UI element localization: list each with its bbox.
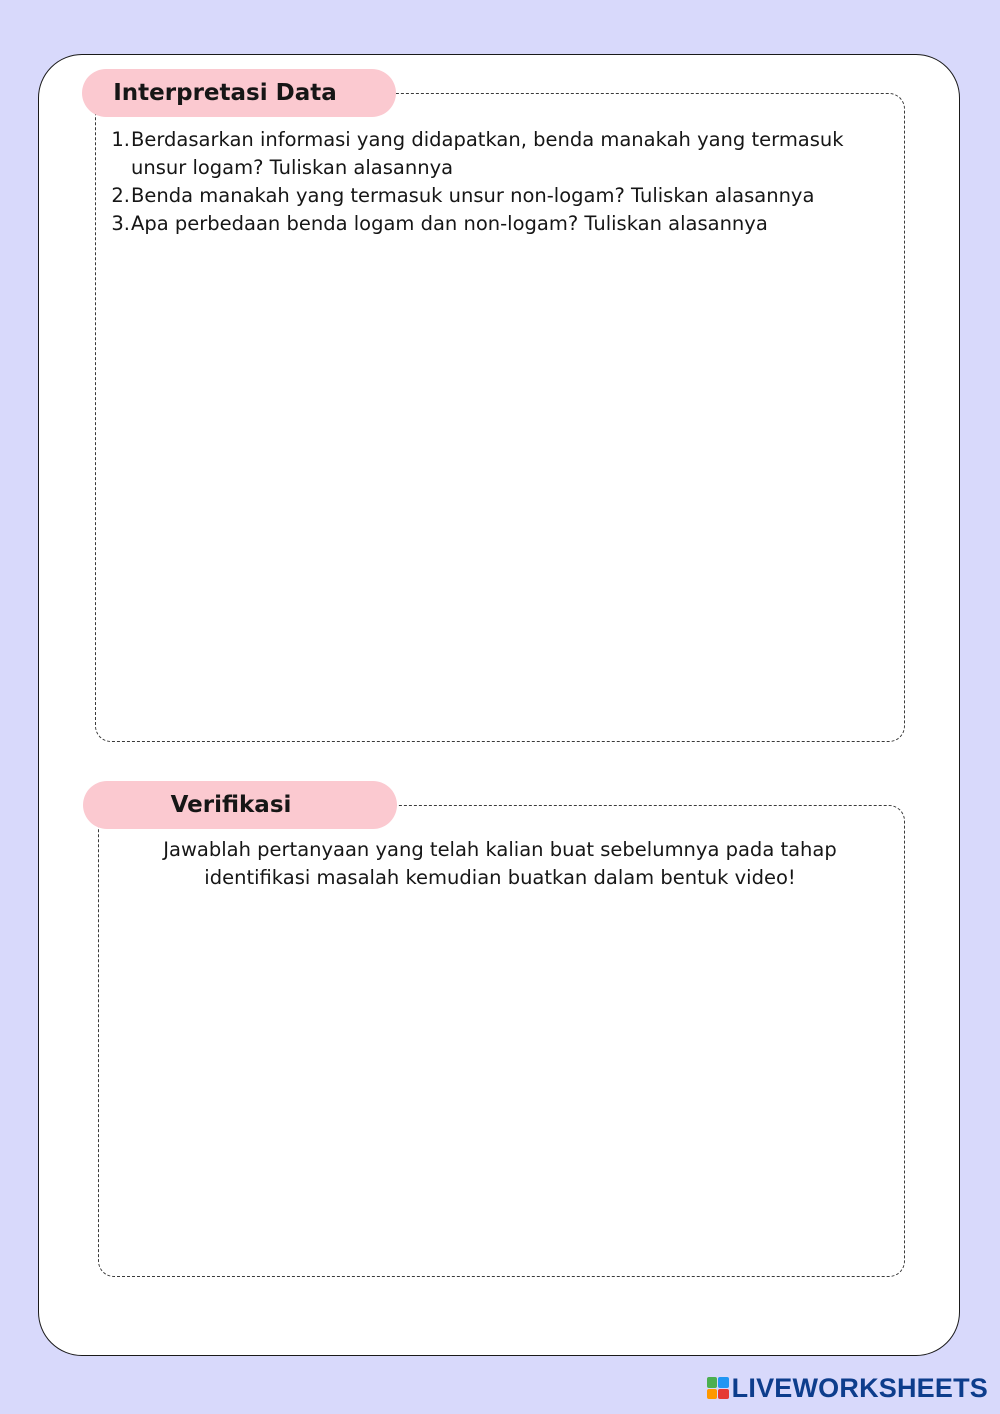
brand-name: LIVEWORKSHEETS	[731, 1372, 988, 1403]
question-item	[108, 210, 888, 238]
question-item	[108, 182, 888, 210]
question-text: Apa perbedaan benda logam dan non-logam? Tuliskan alasannya	[131, 212, 768, 235]
instruction-line: identifikasi masalah kemudian buatkan dalam bentuk video!	[204, 866, 796, 889]
verifikasi-title: Verifikasi	[83, 781, 397, 829]
logo-square	[718, 1389, 729, 1400]
liveworksheets-branding	[707, 1372, 988, 1404]
interpretasi-title: Interpretasi Data	[82, 69, 396, 117]
question-number: 2.	[111, 184, 130, 207]
question-list	[108, 126, 888, 238]
liveworksheets-logo-icon	[707, 1377, 729, 1399]
question-text: Benda manakah yang termasuk unsur non-logam? Tuliskan alasannya	[131, 184, 815, 207]
logo-square	[707, 1389, 718, 1400]
question-number: 3.	[111, 212, 130, 235]
verifikasi-instruction	[120, 836, 880, 892]
logo-square	[707, 1377, 718, 1388]
question-item	[108, 126, 888, 182]
logo-square	[718, 1377, 729, 1388]
instruction-line: Jawablah pertanyaan yang telah kalian buat sebelumnya pada tahap	[163, 838, 837, 861]
question-number: 1.	[111, 128, 130, 151]
question-text: Berdasarkan informasi yang didapatkan, benda manakah yang termasuk unsur logam? Tuliskan alasannya	[131, 128, 844, 179]
